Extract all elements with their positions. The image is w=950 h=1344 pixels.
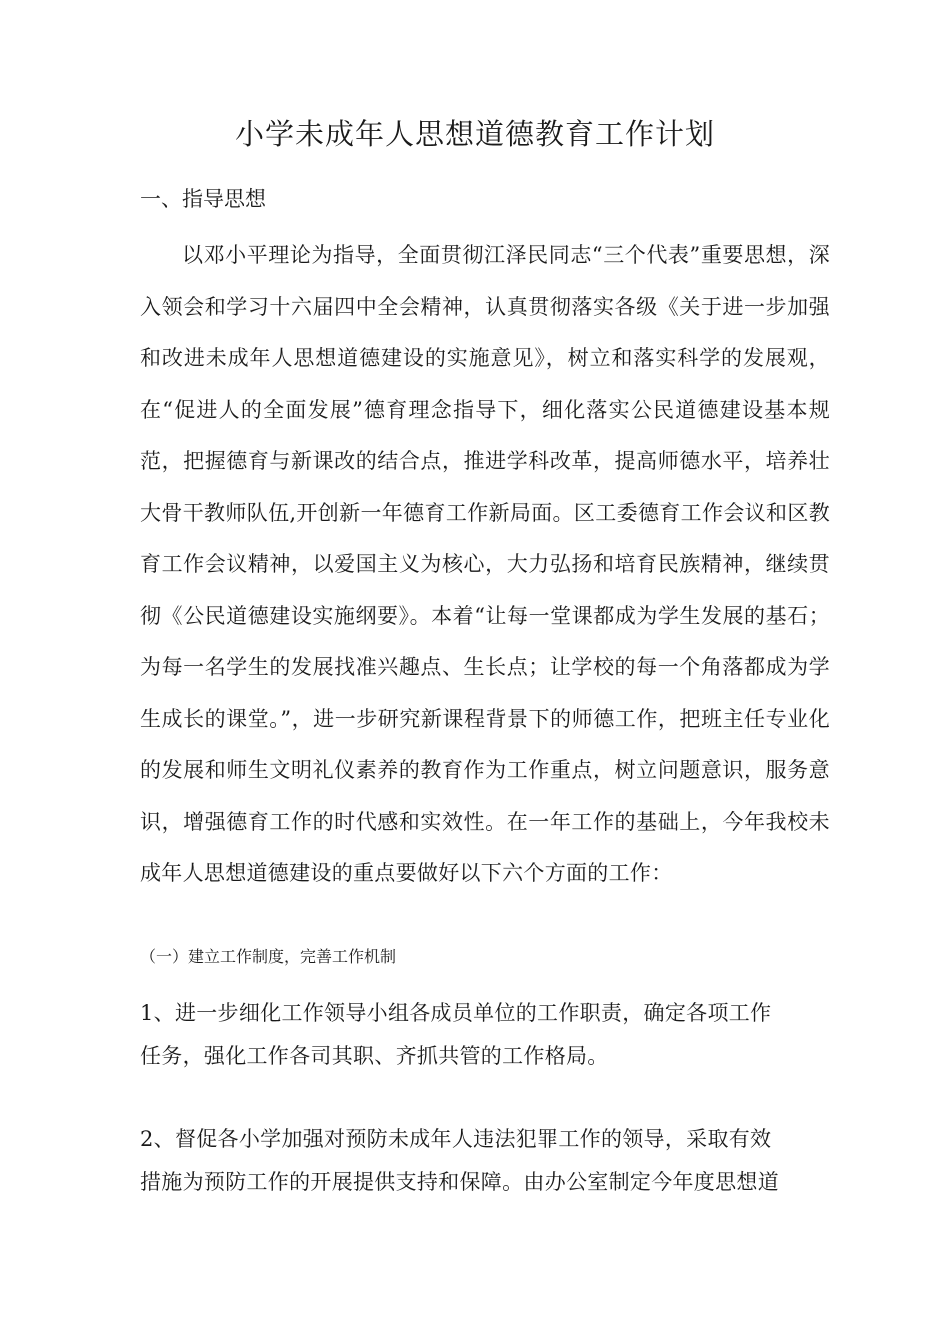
list-item-2 [140, 1118, 830, 1204]
list-item-1 [140, 992, 830, 1078]
list-item-1-line-2: 任务，强化工作各司其职、齐抓共管的工作格局。 [140, 1044, 609, 1068]
list-item-1-line-1: 1、进一步细化工作领导小组各成员单位的工作职责，确定各项工作 [140, 1001, 772, 1025]
section-paragraph-guiding-ideology: 以邓小平理论为指导，全面贯彻江泽民同志“三个代表”重要思想，深入领会和学习十六届四中全会精神，认真贯彻落实各级《关于进一步加强和改进未成年人思想道德建设的实施意见》，树立和落实科学的发展观，在“促进人的全面发展”德育理念指导下，细化落实公民道德建设基本规范，把握德育与新课改的结合点，推进学科改革，提高师德水平，培养壮大骨干教师队伍,开创新一年德育工作新局面。区工委德育工作会议和区教育工作会议精神，以爱国主义为核心，大力弘扬和培育民族精神，继续贯彻《公民道德建设实施纲要》。本着“让每一堂课都成为学生发展的基石；为每一名学生的发展找准兴趣点、生长点；让学校的每一个角落都成为学生成长的课堂。”，进一步研究新课程背景下的师德工作，把班主任专业化的发展和师生文明礼仪素养的教育作为工作重点，树立问题意识，服务意识，增强德育工作的时代感和实效性。在一年工作的基础上，今年我校未成年人思想道德建设的重点要做好以下六个方面的工作： [140, 243, 830, 885]
section-heading-guiding-ideology: 一、指导思想 [140, 187, 266, 211]
list-item-2-line-2: 措施为预防工作的开展提供支持和保障。由办公室制定今年度思想道 [140, 1170, 779, 1194]
document-title: 小学未成年人思想道德教育工作计划 [234, 117, 715, 151]
list-item-2-line-1: 2、督促各小学加强对预防未成年人违法犯罪工作的领导，采取有效 [140, 1127, 772, 1151]
subsection-heading-work-system: （一）建立工作制度，完善工作机制 [140, 947, 397, 966]
